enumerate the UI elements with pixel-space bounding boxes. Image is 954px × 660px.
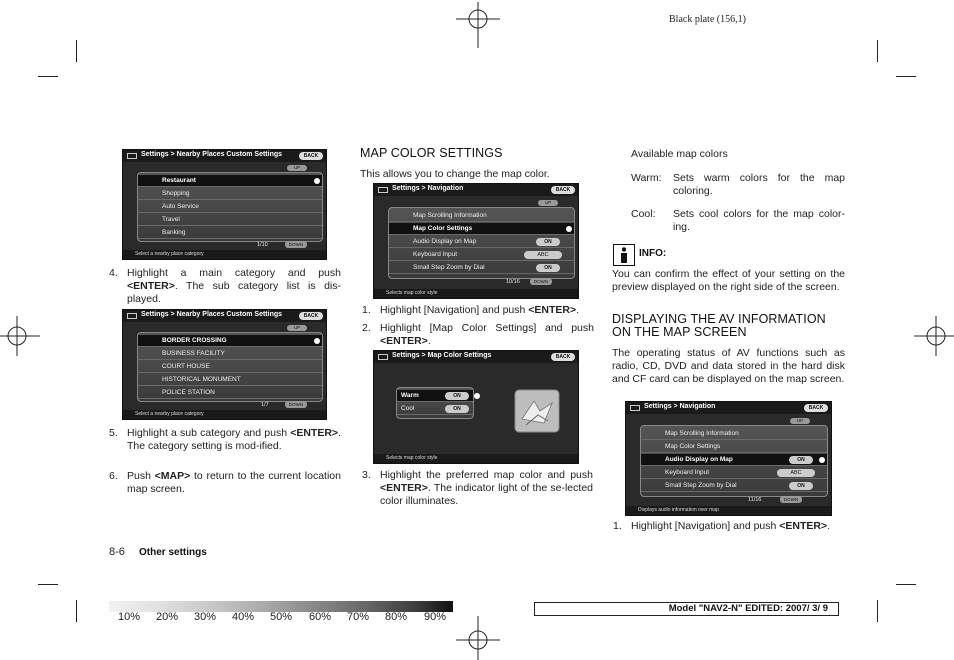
cool-description: Sets cool colors for the map color-ing. xyxy=(673,208,845,233)
status-bar: Select a nearby place category xyxy=(123,410,326,419)
step-4-text: Highlight a main category and push <ENTER>. The sub category list is dis-played. xyxy=(127,267,341,305)
section-name: Other settings xyxy=(139,547,207,558)
menu-icon xyxy=(630,405,640,411)
step-number: 5. xyxy=(109,427,118,439)
info-text: You can confirm the effect of your setting on the preview displayed on the right side of the screen. xyxy=(612,268,845,293)
step-1-text: Highlight [Navigation] and push <ENTER>. xyxy=(380,304,580,316)
status-bar: Displays audio information over map xyxy=(626,506,831,515)
page-number: 8-6 xyxy=(109,546,125,558)
menu-icon xyxy=(378,354,388,360)
step-5-text: Highlight a sub category and push <ENTER>. The category setting is mod-ified. xyxy=(127,427,341,452)
status-bar: Selects map color style xyxy=(374,289,578,298)
up-button[interactable]: UP xyxy=(790,418,810,424)
section-heading: DISPLAYING THE AV INFORMATION xyxy=(612,312,826,326)
list-item[interactable]: Keyboard Input ABC xyxy=(389,249,574,261)
section-heading-line2: ON THE MAP SCREEN xyxy=(612,325,747,339)
menu-icon xyxy=(127,153,137,159)
on-toggle[interactable]: ON xyxy=(789,482,813,490)
list-item[interactable]: Keyboard Input ABC xyxy=(641,467,827,479)
indicator-dot xyxy=(314,178,320,184)
page-counter: 1/10 xyxy=(257,242,268,248)
list-panel xyxy=(640,425,828,497)
nearby-places-screen xyxy=(122,149,327,260)
step-3-text: Highlight the preferred map color and push <ENTER>. The indicator light of the se-lected color illuminates. xyxy=(380,469,593,507)
list-item[interactable]: Small Step Zoom by Dial ON xyxy=(641,480,827,492)
av-paragraph: The operating status of AV functions such as radio, CD, DVD and data stored in the hard disk and CF card can be displayed on the map screen. xyxy=(612,347,845,385)
list-item[interactable]: Shopping xyxy=(138,188,322,200)
list-item[interactable]: Map Scrolling Information xyxy=(389,210,574,222)
back-button[interactable]: BACK xyxy=(804,404,828,412)
list-item[interactable]: Restaurant xyxy=(138,175,322,187)
crop-mark xyxy=(76,600,77,622)
keyboard-selector[interactable]: ABC xyxy=(777,469,815,477)
down-button[interactable]: DOWN xyxy=(285,241,307,248)
page-counter: 1/7 xyxy=(261,402,269,408)
down-button[interactable]: DOWN xyxy=(530,278,552,285)
percent-label: 20% xyxy=(156,611,179,623)
menu-icon xyxy=(127,313,137,319)
menu-icon xyxy=(378,187,388,193)
list-item[interactable]: BORDER CROSSING xyxy=(138,335,322,347)
cool-term: Cool: xyxy=(631,208,656,220)
list-item[interactable]: Map Color Settings xyxy=(389,223,574,235)
back-button[interactable]: BACK xyxy=(299,152,323,160)
screen-title: Settings > Navigation xyxy=(644,403,716,410)
list-item[interactable]: POLICE STATION xyxy=(138,387,322,399)
info-label: INFO: xyxy=(639,248,667,259)
page-counter: 10/16 xyxy=(506,279,520,285)
screen-title: Settings > Navigation xyxy=(392,185,464,192)
registration-mark-top xyxy=(452,2,504,48)
list-item[interactable]: Small Step Zoom by Dial ON xyxy=(389,262,574,274)
list-item[interactable]: Map Scrolling Information xyxy=(641,428,827,440)
screen-title: Settings > Map Color Settings xyxy=(392,352,492,359)
percent-label: 10% xyxy=(118,611,141,623)
back-button[interactable]: BACK xyxy=(299,312,323,320)
step-number: 2. xyxy=(362,322,371,334)
percent-label: 80% xyxy=(385,611,408,623)
registration-mark-right xyxy=(914,316,954,356)
up-button[interactable]: UP xyxy=(287,165,307,171)
step-number: 6. xyxy=(109,470,118,482)
percent-label: 90% xyxy=(424,611,447,623)
up-button[interactable]: UP xyxy=(538,200,558,206)
navigation-settings-screen xyxy=(373,183,579,299)
back-button[interactable]: BACK xyxy=(551,353,575,361)
indicator-dot xyxy=(474,393,480,399)
on-toggle[interactable]: ON xyxy=(445,405,469,413)
indicator-dot xyxy=(566,226,572,232)
intro-text: This allows you to change the map color. xyxy=(360,168,550,180)
crop-mark xyxy=(76,40,77,62)
indicator-dot xyxy=(819,457,825,463)
on-toggle[interactable]: ON xyxy=(445,392,469,400)
color-options-panel xyxy=(396,387,474,419)
step-number: 1. xyxy=(362,304,371,316)
list-item[interactable]: Banking xyxy=(138,227,322,239)
warm-description: Sets warm colors for the map coloring. xyxy=(673,172,845,197)
on-toggle[interactable]: ON xyxy=(789,456,813,464)
audio-display-settings-screen xyxy=(625,401,832,516)
percent-label: 60% xyxy=(309,611,332,623)
list-panel xyxy=(137,172,323,242)
available-colors-label: Available map colors xyxy=(631,148,728,160)
crop-mark xyxy=(38,584,58,585)
crop-mark xyxy=(877,40,878,62)
list-item[interactable]: HISTORICAL MONUMENT xyxy=(138,374,322,386)
up-button[interactable]: UP xyxy=(287,325,307,331)
plate-label: Black plate (156,1) xyxy=(669,14,746,25)
info-icon xyxy=(613,244,635,266)
warm-option[interactable]: Warm ON xyxy=(397,390,473,402)
step-number: 3. xyxy=(362,469,371,481)
cool-option[interactable]: Cool ON xyxy=(397,403,473,415)
step-number: 4. xyxy=(109,267,118,279)
list-item[interactable]: Audio Display on Map ON xyxy=(389,236,574,248)
registration-mark-bottom xyxy=(452,616,504,660)
on-toggle[interactable]: ON xyxy=(536,238,560,246)
keyboard-selector[interactable]: ABC xyxy=(524,251,562,259)
map-preview-icon xyxy=(514,389,560,433)
screen-title: Settings > Nearby Places Custom Settings xyxy=(141,311,283,318)
crop-mark xyxy=(38,76,58,77)
registration-mark-left xyxy=(0,316,40,356)
step-1-text: Highlight [Navigation] and push <ENTER>. xyxy=(631,520,831,532)
percent-label: 70% xyxy=(347,611,370,623)
screen-title: Settings > Nearby Places Custom Settings xyxy=(141,151,283,158)
list-item[interactable]: BUSINESS FACILITY xyxy=(138,348,322,360)
section-heading: MAP COLOR SETTINGS xyxy=(360,146,503,160)
indicator-dot xyxy=(314,338,320,344)
list-panel xyxy=(388,207,575,279)
crop-mark xyxy=(896,76,916,77)
warm-term: Warm: xyxy=(631,172,662,184)
list-panel xyxy=(137,332,323,402)
step-6-text: Push <MAP> to return to the current location map screen. xyxy=(127,470,341,495)
percent-label: 40% xyxy=(232,611,255,623)
sub-category-screen xyxy=(122,309,327,420)
status-bar: Select a nearby place category xyxy=(123,250,326,259)
percent-label: 30% xyxy=(194,611,217,623)
list-item[interactable]: Map Color Settings xyxy=(641,441,827,453)
on-toggle[interactable]: ON xyxy=(536,264,560,272)
list-item[interactable]: Travel xyxy=(138,214,322,226)
status-bar: Selects map color style xyxy=(374,454,578,463)
model-edit-box: Model "NAV2-N" EDITED: 2007/ 3/ 9 xyxy=(534,602,839,616)
list-item[interactable]: COURT HOUSE xyxy=(138,361,322,373)
map-color-settings-screen xyxy=(373,350,579,464)
step-number: 1. xyxy=(613,520,622,532)
crop-mark xyxy=(877,600,878,622)
step-2-text: Highlight [Map Color Settings] and push <ENTER>. xyxy=(380,322,594,347)
list-item[interactable]: Auto Service xyxy=(138,201,322,213)
crop-mark xyxy=(896,584,916,585)
down-button[interactable]: DOWN xyxy=(285,401,307,408)
page-counter: 11/16 xyxy=(748,497,762,503)
back-button[interactable]: BACK xyxy=(551,186,575,194)
down-button[interactable]: DOWN xyxy=(780,496,802,503)
list-item[interactable]: Audio Display on Map ON xyxy=(641,454,827,466)
percent-label: 50% xyxy=(270,611,293,623)
